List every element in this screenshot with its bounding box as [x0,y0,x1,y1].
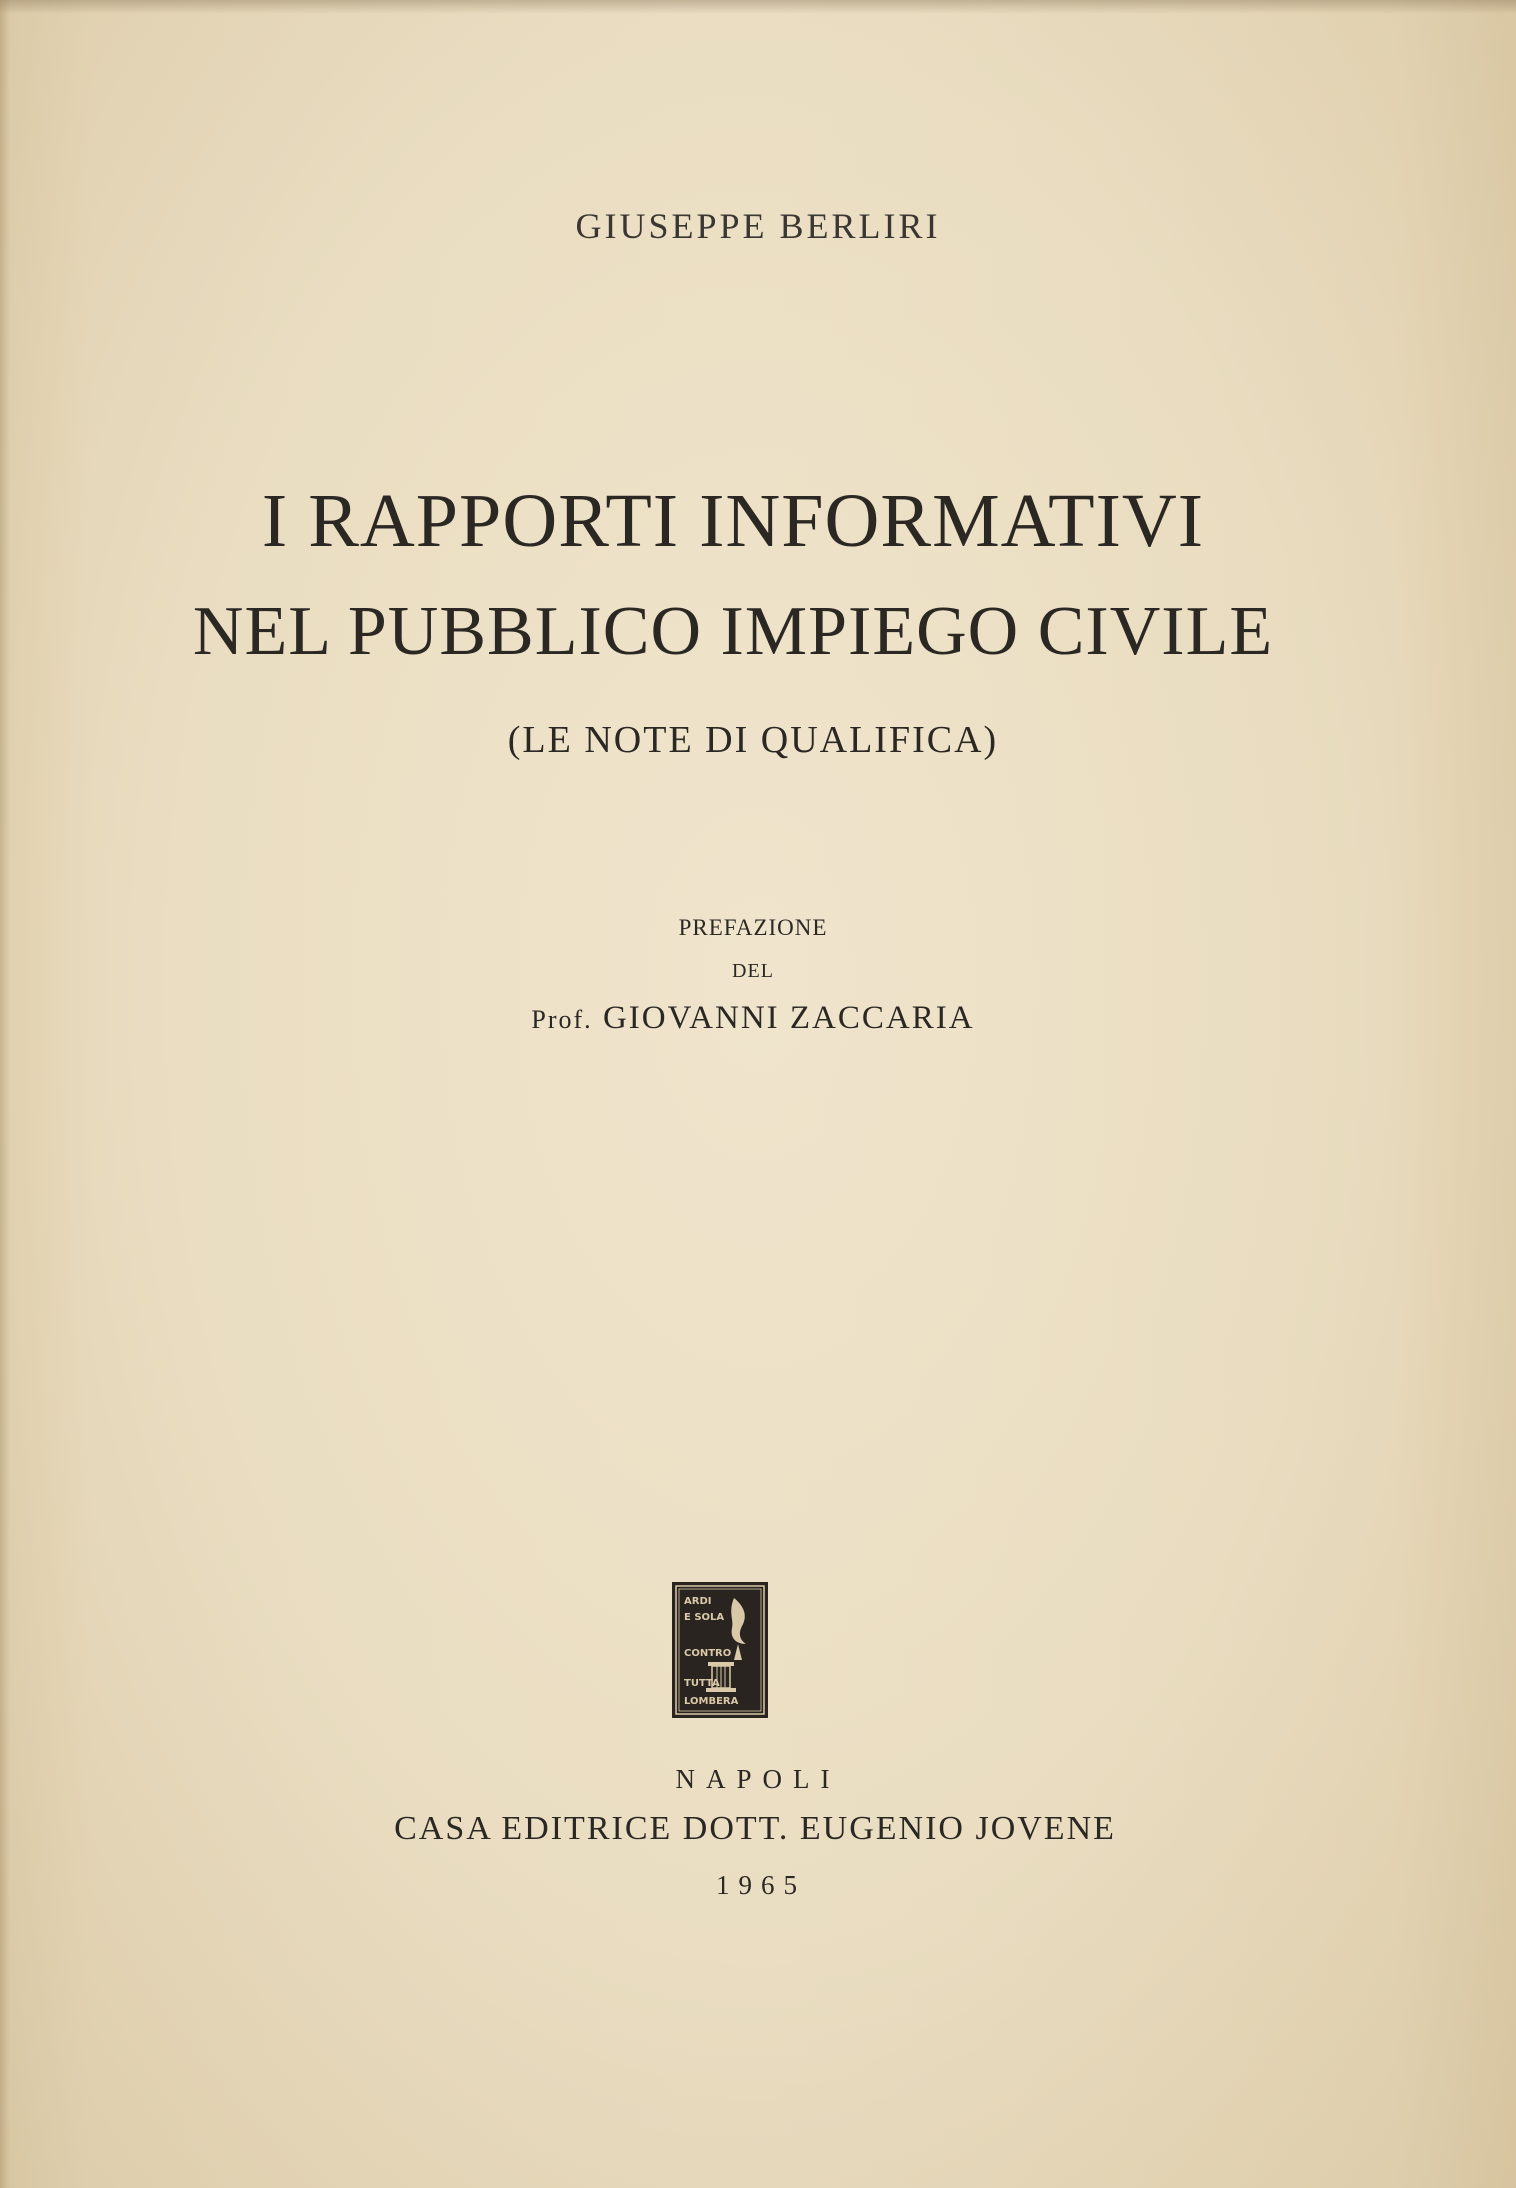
subtitle: (LE NOTE DI QUALIFICA) [507,719,999,761]
prof-name: GIOVANNI ZACCARIA [602,1000,975,1036]
imprint-year: 1965 [716,1870,806,1900]
emblem-text-5: LOMBERA [684,1696,739,1707]
publisher-emblem-icon [672,1582,768,1718]
imprint-publisher: CASA EDITRICE DOTT. EUGENIO JOVENE [394,1810,1116,1847]
imprint-city: NAPOLI [675,1764,841,1794]
title-line-1: I RAPPORTI INFORMATIVI [261,479,1205,563]
prof-prefix: Prof. [531,1005,593,1034]
title-line-2: NEL PUBBLICO IMPIEGO CIVILE [192,593,1274,670]
emblem-text-1: ARDI [684,1596,712,1607]
preface-author [0,1000,1511,1037]
preface-label: PREFAZIONE [678,915,828,940]
emblem-text-4: TUTTA [684,1678,720,1689]
preface-connector: DEL [732,960,774,982]
emblem-text-2: E SOLA [684,1612,725,1623]
author-name: GIUSEPPE BERLIRI [575,206,941,246]
emblem-text-3: CONTRO [684,1648,732,1659]
